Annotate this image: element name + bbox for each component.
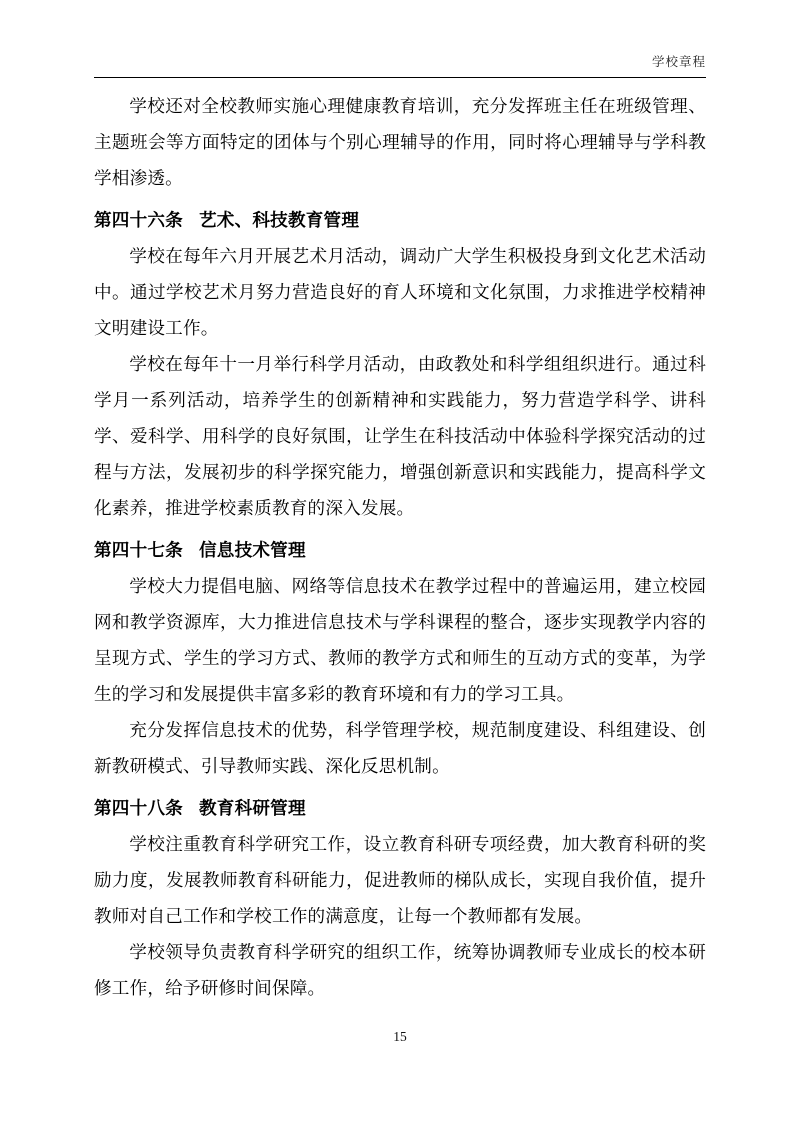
section-number: 第四十六条 (94, 210, 183, 230)
paragraph: 学校大力提倡电脑、网络等信息技术在教学过程中的普遍运用，建立校园网和教学资源库，大力推进信息技术与学科课程的整合，逐步实现教学内容的呈现方式、学生的学习方式、教师的教学方式和师生的互动方式的变革，为学生的学习和发展提供丰富多彩的教育环境和有力的学习工具。 (94, 576, 706, 704)
section-title: 教育科研管理 (198, 798, 306, 818)
paragraph: 充分发挥信息技术的优势，科学管理学校，规范制度建设、科组建设、创新教研模式、引导教师实践、深化反思机制。 (94, 720, 706, 776)
section-number: 第四十八条 (94, 798, 183, 818)
running-title: 学校章程 (651, 55, 706, 69)
paragraph: 学校还对全校教师实施心理健康教育培训，充分发挥班主任在班级管理、主题班会等方面特定的团体与个别心理辅导的作用，同时将心理辅导与学科教学相渗透。 (94, 96, 706, 188)
page-number: 15 (393, 1029, 407, 1044)
document-body (94, 88, 706, 1006)
paragraph: 学校在每年十一月举行科学月活动，由政教处和科学组组织进行。通过科学月一系列活动，培养学生的创新精神和实践能力，努力营造学科学、讲科学、爱科学、用科学的良好氛围，让学生在科技活动中体验科学探究活动的过程与方法，发展初步的科学探究能力，增强创新意识和实践能力，提高科学文化素养，推进学校素质教育的深入发展。 (94, 354, 706, 518)
paragraph: 学校领导负责教育科学研究的组织工作，统筹协调教师专业成长的校本研修工作，给予研修时间保障。 (94, 942, 706, 998)
page-header (94, 52, 706, 78)
section-title: 艺术、科技教育管理 (198, 210, 360, 230)
section-number: 第四十七条 (94, 540, 183, 560)
section-heading (94, 790, 706, 826)
section-heading (94, 532, 706, 568)
header-rule (94, 77, 706, 78)
section-title: 信息技术管理 (198, 540, 306, 560)
paragraph: 学校在每年六月开展艺术月活动，调动广大学生积极投身到文化艺术活动中。通过学校艺术月努力营造良好的育人环境和文化氛围，力求推进学校精神文明建设工作。 (94, 246, 706, 338)
page-footer (0, 1028, 800, 1046)
paragraph: 学校注重教育科学研究工作，设立教育科研专项经费，加大教育科研的奖励力度，发展教师教育科研能力，促进教师的梯队成长，实现自我价值，提升教师对自己工作和学校工作的满意度，让每一个教师都有发展。 (94, 834, 706, 926)
section-heading (94, 202, 706, 238)
